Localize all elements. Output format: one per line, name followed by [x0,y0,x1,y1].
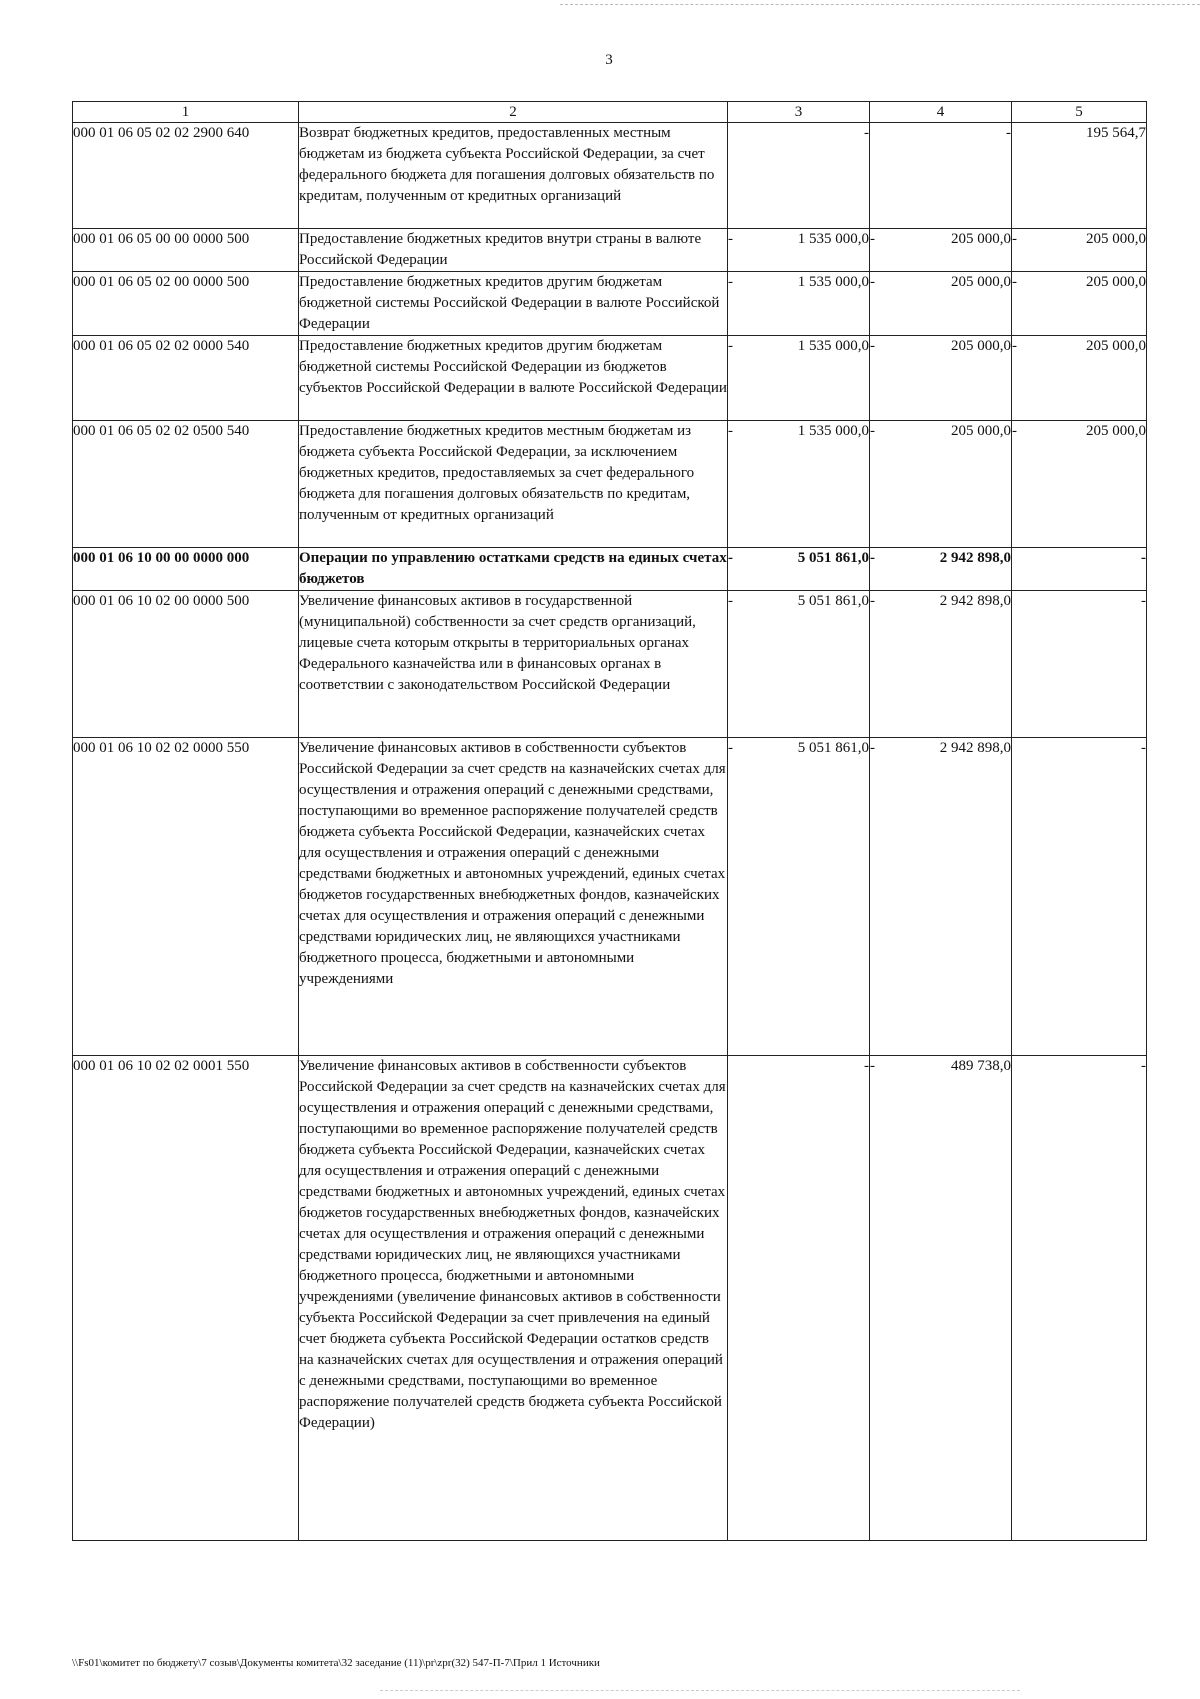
table-row [73,1056,1147,1541]
minus-sign: - [870,593,875,609]
minus-sign: - [728,593,733,609]
row-code: 000 01 06 10 02 02 0000 550 [73,738,299,1056]
amount-value: 2 942 898,0 [939,593,1011,609]
scan-artifact-line [380,1690,1020,1691]
table-row [73,229,1147,272]
amount-value: 1 535 000,0 [797,423,869,439]
amount-value: 205 000,0 [951,338,1011,354]
table-row [73,738,1147,1056]
row-col4 [870,123,1012,229]
amount-value: 5 051 861,0 [797,550,869,566]
row-col5 [1012,548,1147,591]
amount-value: 205 000,0 [1086,274,1146,290]
minus-sign: - [728,740,733,756]
row-col3 [728,548,870,591]
table-header-row [73,102,1147,123]
amount-value: - [1141,1058,1146,1074]
header-col-3: 3 [728,102,870,123]
amount-value: 205 000,0 [951,231,1011,247]
table-row [73,421,1147,548]
minus-sign: - [870,550,875,566]
row-col4 [870,336,1012,421]
table-row [73,272,1147,336]
minus-sign: - [1012,423,1017,439]
minus-sign: - [1012,231,1017,247]
amount-value: - [1006,125,1011,141]
amount-value: 1 535 000,0 [797,231,869,247]
row-code: 000 01 06 10 02 00 0000 500 [73,591,299,738]
amount-value: 2 942 898,0 [939,740,1011,756]
minus-sign: - [728,423,733,439]
amount-value: 205 000,0 [951,274,1011,290]
row-col5 [1012,738,1147,1056]
row-code: 000 01 06 10 02 02 0001 550 [73,1056,299,1541]
row-col4 [870,591,1012,738]
amount-value: 205 000,0 [951,423,1011,439]
footer-file-path: \\Fs01\комитет по бюджету\7 созыв\Документы комитета\32 заседание (11)\pr\zpr(32) 547-П-7\Прил 1 Источники [72,1657,600,1669]
amount-value: - [1141,740,1146,756]
minus-sign: - [728,550,733,566]
row-col5 [1012,591,1147,738]
row-col3 [728,591,870,738]
header-col-1: 1 [73,102,299,123]
row-col5 [1012,123,1147,229]
minus-sign: - [870,423,875,439]
row-code: 000 01 06 05 02 02 2900 640 [73,123,299,229]
row-col3 [728,229,870,272]
amount-value: 5 051 861,0 [797,740,869,756]
sources-table [72,101,1147,1541]
row-col4 [870,1056,1012,1541]
row-code: 000 01 06 05 02 00 0000 500 [73,272,299,336]
amount-value: 205 000,0 [1086,231,1146,247]
row-code: 000 01 06 05 00 00 0000 500 [73,229,299,272]
header-col-4: 4 [870,102,1012,123]
row-description: Предоставление бюджетных кредитов внутри страны в валюте Российской Федерации [299,229,728,272]
amount-value: 195 564,7 [1086,125,1146,141]
minus-sign: - [870,1058,875,1074]
amount-value: - [1141,550,1146,566]
row-col4 [870,421,1012,548]
table-row [73,123,1147,229]
minus-sign: - [1012,338,1017,354]
amount-value: - [864,1058,869,1074]
amount-value: 205 000,0 [1086,423,1146,439]
row-description: Операции по управлению остатками средств на единых счетах бюджетов [299,548,728,591]
minus-sign: - [870,274,875,290]
row-col3 [728,1056,870,1541]
row-description: Возврат бюджетных кредитов, предоставленных местным бюджетам из бюджета субъекта Российской Федерации, за счет федерального бюджета для погашения долговых обязательств по кредитам, полученным от кредитных организаций [299,123,728,229]
row-description: Предоставление бюджетных кредитов местным бюджетам из бюджета субъекта Российской Федерации, за исключением бюджетных кредитов, предоставляемых за счет федерального бюджета для погашения долговых обязательств по кредитам, полученным от кредитных организаций [299,421,728,548]
row-code: 000 01 06 10 00 00 0000 000 [73,548,299,591]
row-col4 [870,738,1012,1056]
amount-value: 205 000,0 [1086,338,1146,354]
page-number: 3 [605,52,613,68]
table-row [73,591,1147,738]
row-col5 [1012,421,1147,548]
minus-sign: - [728,231,733,247]
amount-value: 1 535 000,0 [797,338,869,354]
row-description: Предоставление бюджетных кредитов другим бюджетам бюджетной системы Российской Федерации из бюджетов субъектов Российской Федерации в валюте Российской Федерации [299,336,728,421]
minus-sign: - [870,338,875,354]
minus-sign: - [1012,274,1017,290]
row-col3 [728,421,870,548]
row-col5 [1012,229,1147,272]
amount-value: 489 738,0 [951,1058,1011,1074]
row-col3 [728,272,870,336]
row-code: 000 01 06 05 02 02 0000 540 [73,336,299,421]
row-description: Увеличение финансовых активов в собственности субъектов Российской Федерации за счет средств на казначейских счетах для осуществления и отражения операций с денежными средствами, поступающими во временное распоряжение получателей средств бюджета субъекта Российской Федерации, казначейских счетах для осуществления и отражения операций с денежными средствами бюджетных и автономных учреждений, единых счетах бюджетов государственных внебюджетных фондов, казначейских счетах для осуществления и отражения операций с денежными средствами юридических лиц, не являющихся участниками бюджетного процесса, бюджетными и автономными учреждениями (увеличение финансовых активов в собственности субъекта Российской Федерации за счет привлечения на единый счет бюджета субъекта Российской Федерации остатков средств на казначейских счетах для осуществления и отражения операций с денежными средствами, поступающими во временное распоряжение получателей средств бюджета субъекта Российской Федерации) [299,1056,728,1541]
table-row [73,336,1147,421]
row-col3 [728,336,870,421]
row-code: 000 01 06 05 02 02 0500 540 [73,421,299,548]
row-col3 [728,123,870,229]
table-row [73,548,1147,591]
minus-sign: - [870,231,875,247]
amount-value: 1 535 000,0 [797,274,869,290]
row-col4 [870,272,1012,336]
row-col3 [728,738,870,1056]
amount-value: - [1141,593,1146,609]
scan-artifact-line [560,4,1200,5]
header-col-2: 2 [299,102,728,123]
row-col5 [1012,272,1147,336]
row-description: Увеличение финансовых активов в собственности субъектов Российской Федерации за счет средств на казначейских счетах для осуществления и отражения операций с денежными средствами, поступающими во временное распоряжение получателей средств бюджета субъекта Российской Федерации, казначейских счетах для осуществления и отражения операций с денежными средствами бюджетных и автономных учреждений, единых счетах бюджетов государственных внебюджетных фондов, казначейских счетах для осуществления и отражения операций с денежными средствами юридических лиц, не являющихся участниками бюджетного процесса, бюджетными и автономными учреждениями [299,738,728,1056]
minus-sign: - [728,274,733,290]
header-col-5: 5 [1012,102,1147,123]
amount-value: 2 942 898,0 [939,550,1011,566]
row-col5 [1012,1056,1147,1541]
minus-sign: - [728,338,733,354]
row-col4 [870,548,1012,591]
row-description: Предоставление бюджетных кредитов другим бюджетам бюджетной системы Российской Федерации в валюте Российской Федерации [299,272,728,336]
amount-value: - [864,125,869,141]
amount-value: 5 051 861,0 [797,593,869,609]
row-col5 [1012,336,1147,421]
minus-sign: - [870,740,875,756]
row-col4 [870,229,1012,272]
row-description: Увеличение финансовых активов в государственной (муниципальной) собственности за счет средств организаций, лицевые счета которым открыты в территориальных органах Федерального казначейства или в финансовых органах в соответствии с законодательством Российской Федерации [299,591,728,738]
